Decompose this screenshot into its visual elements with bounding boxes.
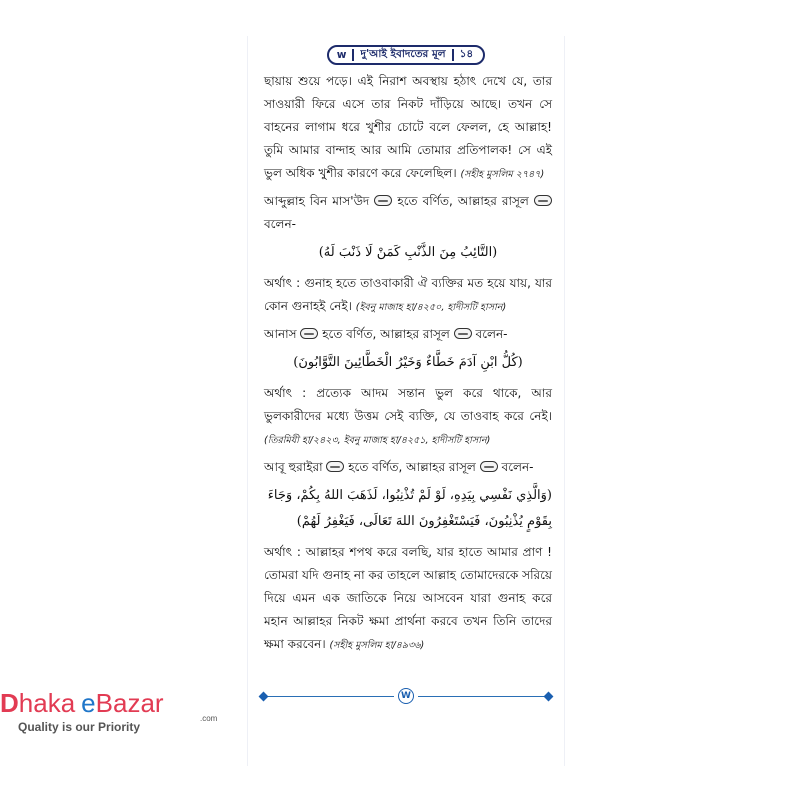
radiallahu-seal-icon bbox=[326, 461, 344, 472]
narration-intro: হতে বর্ণিত, আল্লাহর রাসূল bbox=[348, 460, 476, 474]
header-title: দু'আই ইবাদতের মূল bbox=[360, 47, 446, 60]
ornament-line bbox=[418, 696, 545, 697]
store-tagline: Quality is our Priority bbox=[18, 720, 141, 734]
logo-domain: .com bbox=[200, 714, 218, 723]
narration-said: বলেন- bbox=[475, 327, 508, 341]
logo-e: e bbox=[81, 688, 96, 718]
logo-letter-d: D bbox=[0, 688, 19, 718]
diamond-left-icon bbox=[259, 691, 269, 701]
store-watermark bbox=[0, 688, 250, 738]
logo-dhaka: haka bbox=[18, 688, 76, 718]
paragraph-7-text: অর্থাৎ : আল্লাহর শপথ করে বলছি, যার হাতে আমার প্রাণ ! তোমরা যদি গুনাহ না কর তাহলে আল্লাহ তোমাদেরকে সরিয়ে দিয়ে এমন এক জাতিকে নিয়ে আসবেন যারা গুনাহ করে মহান আল্লাহর নিকট ক্ষমা প্রার্থনা করবে তখন তিনি তাদের ক্ষমা করবেন। bbox=[264, 545, 552, 651]
narrator-name: আব্দুল্লাহ বিন মাস'উদ bbox=[264, 194, 370, 208]
paragraph-5 bbox=[264, 382, 552, 452]
arabic-hadith-3: (وَالَّذِي نَفْسِي بِيَدِهِ، لَوْ لَمْ تُذْنِبُوا، لَذَهَبَ اللهُ بِكُمْ، وَجَاءَ بِقَوْمٍ يُذْنِبُونَ، فَيَسْتَغْفِرُونَ اللهَ تَعَالَى، فَيَغْفِرُ لَهُمْ) bbox=[267, 488, 552, 529]
citation-3: (ইবনু মাজাহ হা/৪২৫০, হাদীসটি হাসান) bbox=[355, 302, 507, 313]
diamond-right-icon bbox=[544, 691, 554, 701]
paragraph-1-text: ছায়ায় শুয়ে পড়ে। এই নিরাশ অবস্থায় হঠাৎ দেখে যে, তার সাওয়ারী ফিরে এসে তার নিকট দাঁড়িয়ে আছে। তখন সে বাহনের লাগাম ধরে খুশীর চোটে বলে ফেলল, হে আল্লাহ! তুমি আমার বান্দাহ আর আমি তোমার প্রতিপালক! সে এই ভুল অধিক খুশীর কারণে করে ফেলেছিল। bbox=[264, 74, 552, 180]
header-box bbox=[327, 45, 486, 65]
salawat-seal-icon bbox=[454, 328, 472, 339]
arabic-hadith-1: (التَّائِبُ مِنَ الذَّنْبِ كَمَنْ لَا ذَنْبَ لَهُ) bbox=[318, 245, 498, 260]
narrator-name: আবূ হুরাইরা bbox=[264, 460, 323, 474]
arabic-hadith-2: (كُلُّ ابْنِ آدَمَ خَطَّاءٌ وَخَيْرُ الْخَطَّائِينَ التَّوَّابُونَ) bbox=[293, 355, 523, 370]
paragraph-4 bbox=[264, 323, 552, 346]
ornament-circle-icon: W bbox=[398, 688, 414, 704]
citation-1: (সহীহ মুসলিম ২৭৪৭) bbox=[460, 169, 545, 180]
paragraph-3-text: অর্থাৎ : গুনাহ হতে তাওবাকারী ঐ ব্যক্তির মত হয়ে যায়, যার কোন গুনাহই নেই। bbox=[264, 276, 552, 313]
narration-intro: হতে বর্ণিত, আল্লাহর রাসূল bbox=[397, 194, 529, 208]
paragraph-6 bbox=[264, 456, 552, 479]
book-page bbox=[247, 36, 565, 766]
paragraph-2 bbox=[264, 190, 552, 236]
ornament-line bbox=[267, 696, 394, 697]
paragraph-5-text: অর্থাৎ : প্রত্যেক আদম সন্তান ভুল করে থাকে, আর ভুলকারীদের মধ্যে উত্তম সেই ব্যক্তি, যে তাওবাহ করে নেই। bbox=[264, 386, 552, 423]
narration-said: বলেন- bbox=[501, 460, 534, 474]
paragraph-3 bbox=[264, 272, 552, 319]
footer-ornament bbox=[260, 688, 552, 704]
page-number: ১৪ bbox=[459, 47, 474, 60]
radiallahu-seal-icon bbox=[374, 195, 392, 206]
header-separator bbox=[352, 49, 354, 61]
salawat-seal-icon bbox=[480, 461, 498, 472]
narration-said: বলেন- bbox=[264, 217, 296, 231]
paragraph-1 bbox=[264, 70, 552, 186]
header-separator bbox=[452, 49, 454, 61]
narration-intro: হতে বর্ণিত, আল্লাহর রাসূল bbox=[322, 327, 450, 341]
page-content bbox=[264, 70, 552, 696]
salawat-seal-icon bbox=[534, 195, 552, 206]
radiallahu-seal-icon bbox=[300, 328, 318, 339]
citation-5: (তিরমিযী হা/২৪২৩, ইবনু মাজাহ হা/৪২৫১, হাদীসটি হাসান) bbox=[264, 435, 491, 446]
paragraph-7 bbox=[264, 541, 552, 657]
page-header bbox=[248, 44, 564, 66]
narrator-name: আনাস bbox=[264, 327, 297, 341]
header-badge: w bbox=[336, 49, 347, 61]
citation-7: (সহীহ মুসলিম হা/৪৯৩৬) bbox=[329, 640, 425, 651]
logo-bazar: Bazar bbox=[95, 688, 164, 718]
